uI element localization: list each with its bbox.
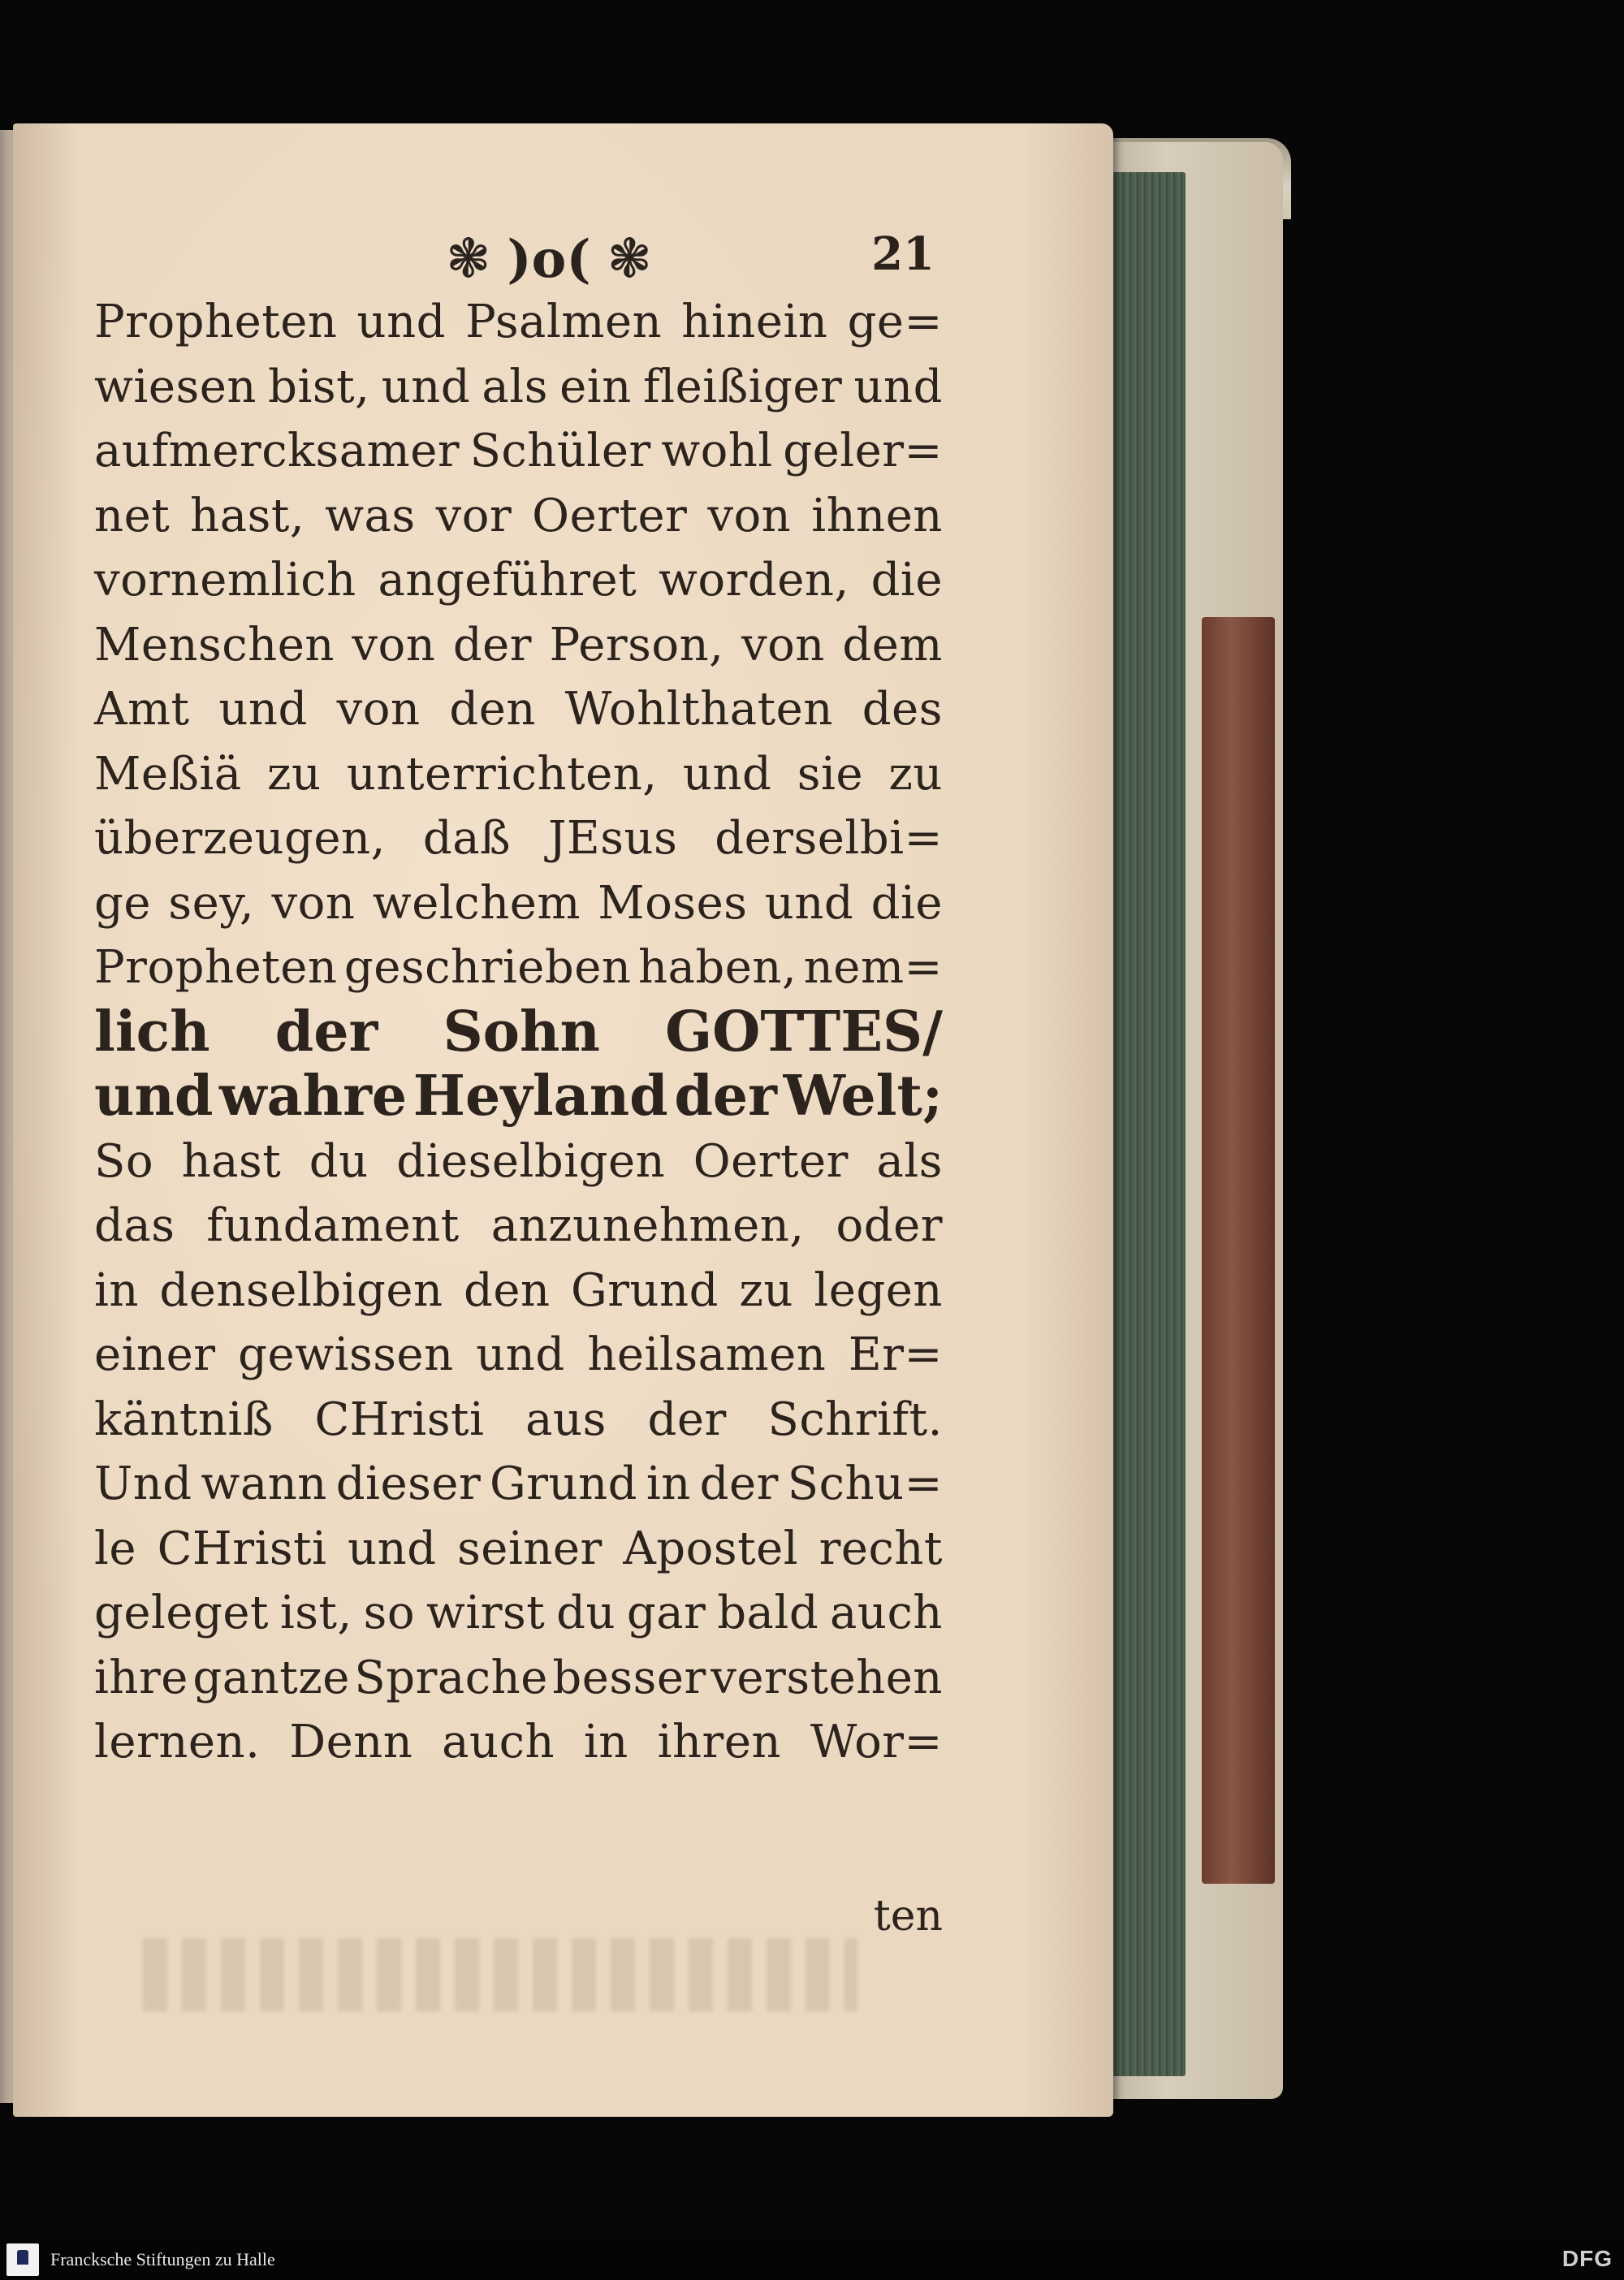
word: der: [699, 1457, 779, 1510]
word: Psalmen: [465, 296, 663, 348]
word: der: [452, 618, 533, 671]
word: Propheten: [94, 941, 338, 994]
word: Oerter: [693, 1134, 849, 1188]
word: gantze: [192, 1651, 350, 1704]
word: Oerter: [532, 489, 688, 542]
word: CHristi: [157, 1522, 327, 1575]
word: fleißiger: [643, 360, 843, 413]
text-line: [94, 419, 943, 484]
word: in: [94, 1263, 139, 1317]
word: angeführet: [378, 554, 637, 607]
word: Schrift.: [767, 1393, 943, 1446]
institution-logo-icon[interactable]: [6, 2243, 39, 2276]
word: oder: [836, 1199, 943, 1252]
word: zu: [888, 747, 943, 801]
word: CHristi: [314, 1393, 485, 1446]
text-line: [94, 613, 943, 678]
word: als: [482, 360, 548, 413]
text-line: [94, 1323, 943, 1388]
word: Sprache: [354, 1651, 548, 1704]
word: geschrieben: [343, 941, 632, 994]
word: dieselbigen: [396, 1134, 666, 1188]
word: und: [356, 296, 447, 348]
word: von: [741, 618, 825, 671]
word: wohl: [661, 425, 773, 477]
word: von: [707, 489, 792, 542]
word: Meßiä: [94, 747, 242, 801]
word: Propheten: [94, 296, 338, 348]
text-line: [94, 484, 943, 549]
dfg-logo: DFG: [1561, 2246, 1613, 2271]
word: überzeugen,: [94, 812, 386, 865]
word: ihre: [94, 1651, 188, 1704]
word: aus: [525, 1393, 607, 1446]
word: zu: [739, 1263, 793, 1317]
text-line: [94, 1517, 943, 1582]
word: dem: [842, 618, 943, 671]
word: von: [271, 876, 356, 930]
word: verstehen: [710, 1651, 943, 1704]
text-line: [94, 1259, 943, 1324]
word: ihnen: [811, 489, 943, 542]
word: recht: [818, 1522, 943, 1575]
show-through: [143, 1938, 857, 2011]
word: welchem: [372, 876, 581, 930]
word: und: [476, 1328, 565, 1381]
word: wiesen: [94, 360, 257, 413]
text-line: [94, 935, 943, 1000]
word: die: [870, 554, 943, 607]
catchword: ten: [873, 1892, 943, 1941]
page-number: 21: [871, 227, 935, 281]
word: So: [94, 1134, 154, 1188]
text-line: [94, 1000, 943, 1065]
word: und: [764, 876, 854, 930]
text-line: [94, 677, 943, 742]
word: du: [556, 1587, 616, 1639]
text-line: [94, 290, 943, 355]
word: Grund: [570, 1263, 719, 1317]
word: derselbi=: [715, 812, 943, 865]
word: und: [348, 1522, 437, 1575]
word: und: [94, 1064, 214, 1129]
word: von: [352, 618, 436, 671]
word: Welt;: [783, 1064, 943, 1129]
footer-bar: [0, 2239, 1624, 2280]
word: zu: [267, 747, 322, 801]
word: was: [325, 489, 416, 542]
word: hast,: [190, 489, 305, 542]
word: worden,: [659, 554, 849, 607]
word: GOTTES/: [665, 999, 943, 1064]
word: der: [674, 1064, 777, 1129]
word: Wor=: [810, 1716, 943, 1768]
word: nem=: [803, 941, 943, 994]
text-line: [94, 1388, 943, 1453]
word: Denn: [289, 1716, 413, 1768]
page-edges: [1111, 172, 1186, 2076]
word: Wohlthaten: [564, 683, 833, 736]
ornament-right-icon: ❃: [607, 227, 652, 290]
word: den: [449, 683, 536, 736]
word: Apostel: [623, 1522, 799, 1575]
word: als: [876, 1134, 943, 1188]
word: Person,: [549, 618, 724, 671]
word: unterrichten,: [346, 747, 658, 801]
text-line: [94, 1710, 943, 1775]
word: und: [853, 360, 943, 413]
word: und: [682, 747, 772, 801]
word: auch: [442, 1716, 555, 1768]
word: besser: [552, 1651, 706, 1704]
word: der: [647, 1393, 727, 1446]
book-page: [13, 123, 1113, 2117]
word: bald: [717, 1587, 819, 1639]
text-line: [94, 871, 943, 936]
text-line: [94, 548, 943, 613]
body-text: [94, 290, 943, 1775]
text-line: [94, 355, 943, 420]
text-line: [94, 1581, 943, 1646]
word: in: [646, 1457, 691, 1510]
word: Menschen: [94, 618, 335, 671]
word: gewissen: [238, 1328, 454, 1381]
word: die: [870, 876, 943, 930]
word: vornemlich: [94, 554, 356, 607]
text-line: [94, 1129, 943, 1194]
word: Grund: [490, 1457, 638, 1510]
word: fundament: [206, 1199, 460, 1252]
word: aufmercksamer: [94, 425, 460, 477]
word: lich: [94, 999, 210, 1064]
word: von: [336, 683, 421, 736]
word: haben,: [637, 941, 797, 994]
text-line: [94, 1194, 943, 1259]
word: ist,: [279, 1587, 352, 1639]
word: auch: [830, 1587, 943, 1639]
word: denselbigen: [159, 1263, 443, 1317]
word: und: [218, 683, 308, 736]
word: wirst: [425, 1587, 546, 1639]
word: der: [274, 999, 378, 1064]
word: Amt: [94, 683, 190, 736]
word: Er=: [848, 1328, 943, 1381]
word: anzunehmen,: [490, 1199, 805, 1252]
word: ein: [559, 360, 632, 413]
word: Schüler: [469, 425, 651, 477]
word: du: [309, 1134, 369, 1188]
running-head-sign: )o(: [507, 228, 591, 290]
word: das: [94, 1199, 175, 1252]
word: Schu=: [787, 1457, 943, 1510]
leather-binding: [1202, 617, 1275, 1884]
word: wahre: [219, 1064, 408, 1129]
word: JEsus: [547, 812, 678, 865]
word: le: [94, 1522, 137, 1575]
word: sey,: [168, 876, 255, 930]
word: vor: [435, 489, 512, 542]
word: wann: [201, 1457, 327, 1510]
word: gar: [626, 1587, 706, 1639]
word: Sohn: [443, 999, 600, 1064]
word: legen: [814, 1263, 943, 1317]
text-line: [94, 1646, 943, 1711]
word: einer: [94, 1328, 216, 1381]
word: ge=: [847, 296, 943, 348]
word: dieser: [335, 1457, 482, 1510]
word: in: [583, 1716, 628, 1768]
running-head: [411, 222, 687, 296]
word: daß: [422, 812, 511, 865]
text-line: [94, 1064, 943, 1129]
word: so: [363, 1587, 416, 1639]
word: Und: [94, 1457, 192, 1510]
word: käntniß: [94, 1393, 274, 1446]
text-line: [94, 1452, 943, 1517]
word: geleget: [94, 1587, 270, 1639]
word: hinein: [681, 296, 828, 348]
text-line: [94, 742, 943, 807]
ornament-left-icon: ❃: [446, 227, 491, 290]
word: Moses: [598, 876, 748, 930]
word: und: [381, 360, 471, 413]
word: hast: [181, 1134, 282, 1188]
word: bist,: [268, 360, 370, 413]
text-line: [94, 806, 943, 871]
word: des: [862, 683, 943, 736]
word: ihren: [657, 1716, 782, 1768]
word: sie: [797, 747, 864, 801]
word: den: [463, 1263, 551, 1317]
word: Heyland: [412, 1064, 668, 1129]
word: seiner: [457, 1522, 603, 1575]
word: lernen.: [94, 1716, 261, 1768]
word: ge: [94, 876, 151, 930]
word: geler=: [783, 425, 943, 477]
word: heilsamen: [587, 1328, 827, 1381]
institution-name: Francksche Stiftungen zu Halle: [50, 2249, 275, 2269]
word: net: [94, 489, 171, 542]
